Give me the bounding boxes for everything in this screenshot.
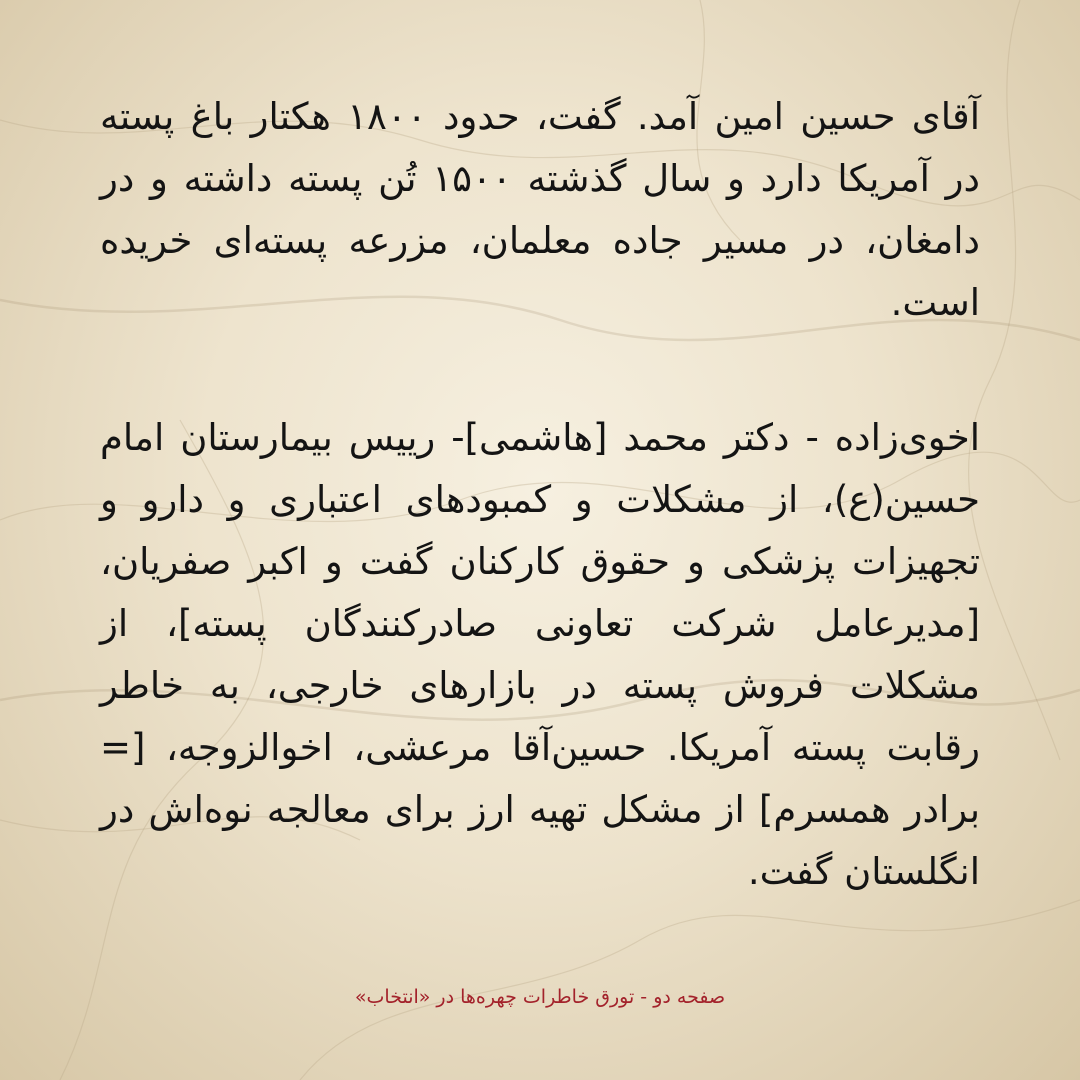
memoir-paragraph-1: آقای حسین امین آمد. گفت، حدود ۱۸۰۰ هکتار باغ پسته در آمریکا دارد و سال گذشته ۱۵۰۰ تُن پسته داشته و در دامغان، در مسیر جاده معلمان، مزرعه پسته‌ای خریده است. bbox=[100, 95, 980, 324]
page-footer-caption: صفحه دو - تورق خاطرات چهره‌ها در «انتخاب» bbox=[354, 986, 726, 1008]
memoir-paragraph-2: اخوی‌زاده - دکتر محمد [هاشمی]- رییس بیمارستان امام حسین(ع)، از مشکلات و کمبودهای اعتباری و دارو و تجهیزات پزشکی و حقوق کارکنان گفت و اکبر صفریان، [مدیرعامل شرکت تعاونی صادرکنندگان پسته]، از مشکلات فروش پسته در بازارهای خارجی، به خاطر رقابت پسته آمریکا. حسین‌آقا مرعشی، اخوالزوجه، [= برادر همسرم] از مشکل تهیه ارز برای معالجه نوه‌اش در انگلستان گفت. bbox=[100, 416, 980, 893]
